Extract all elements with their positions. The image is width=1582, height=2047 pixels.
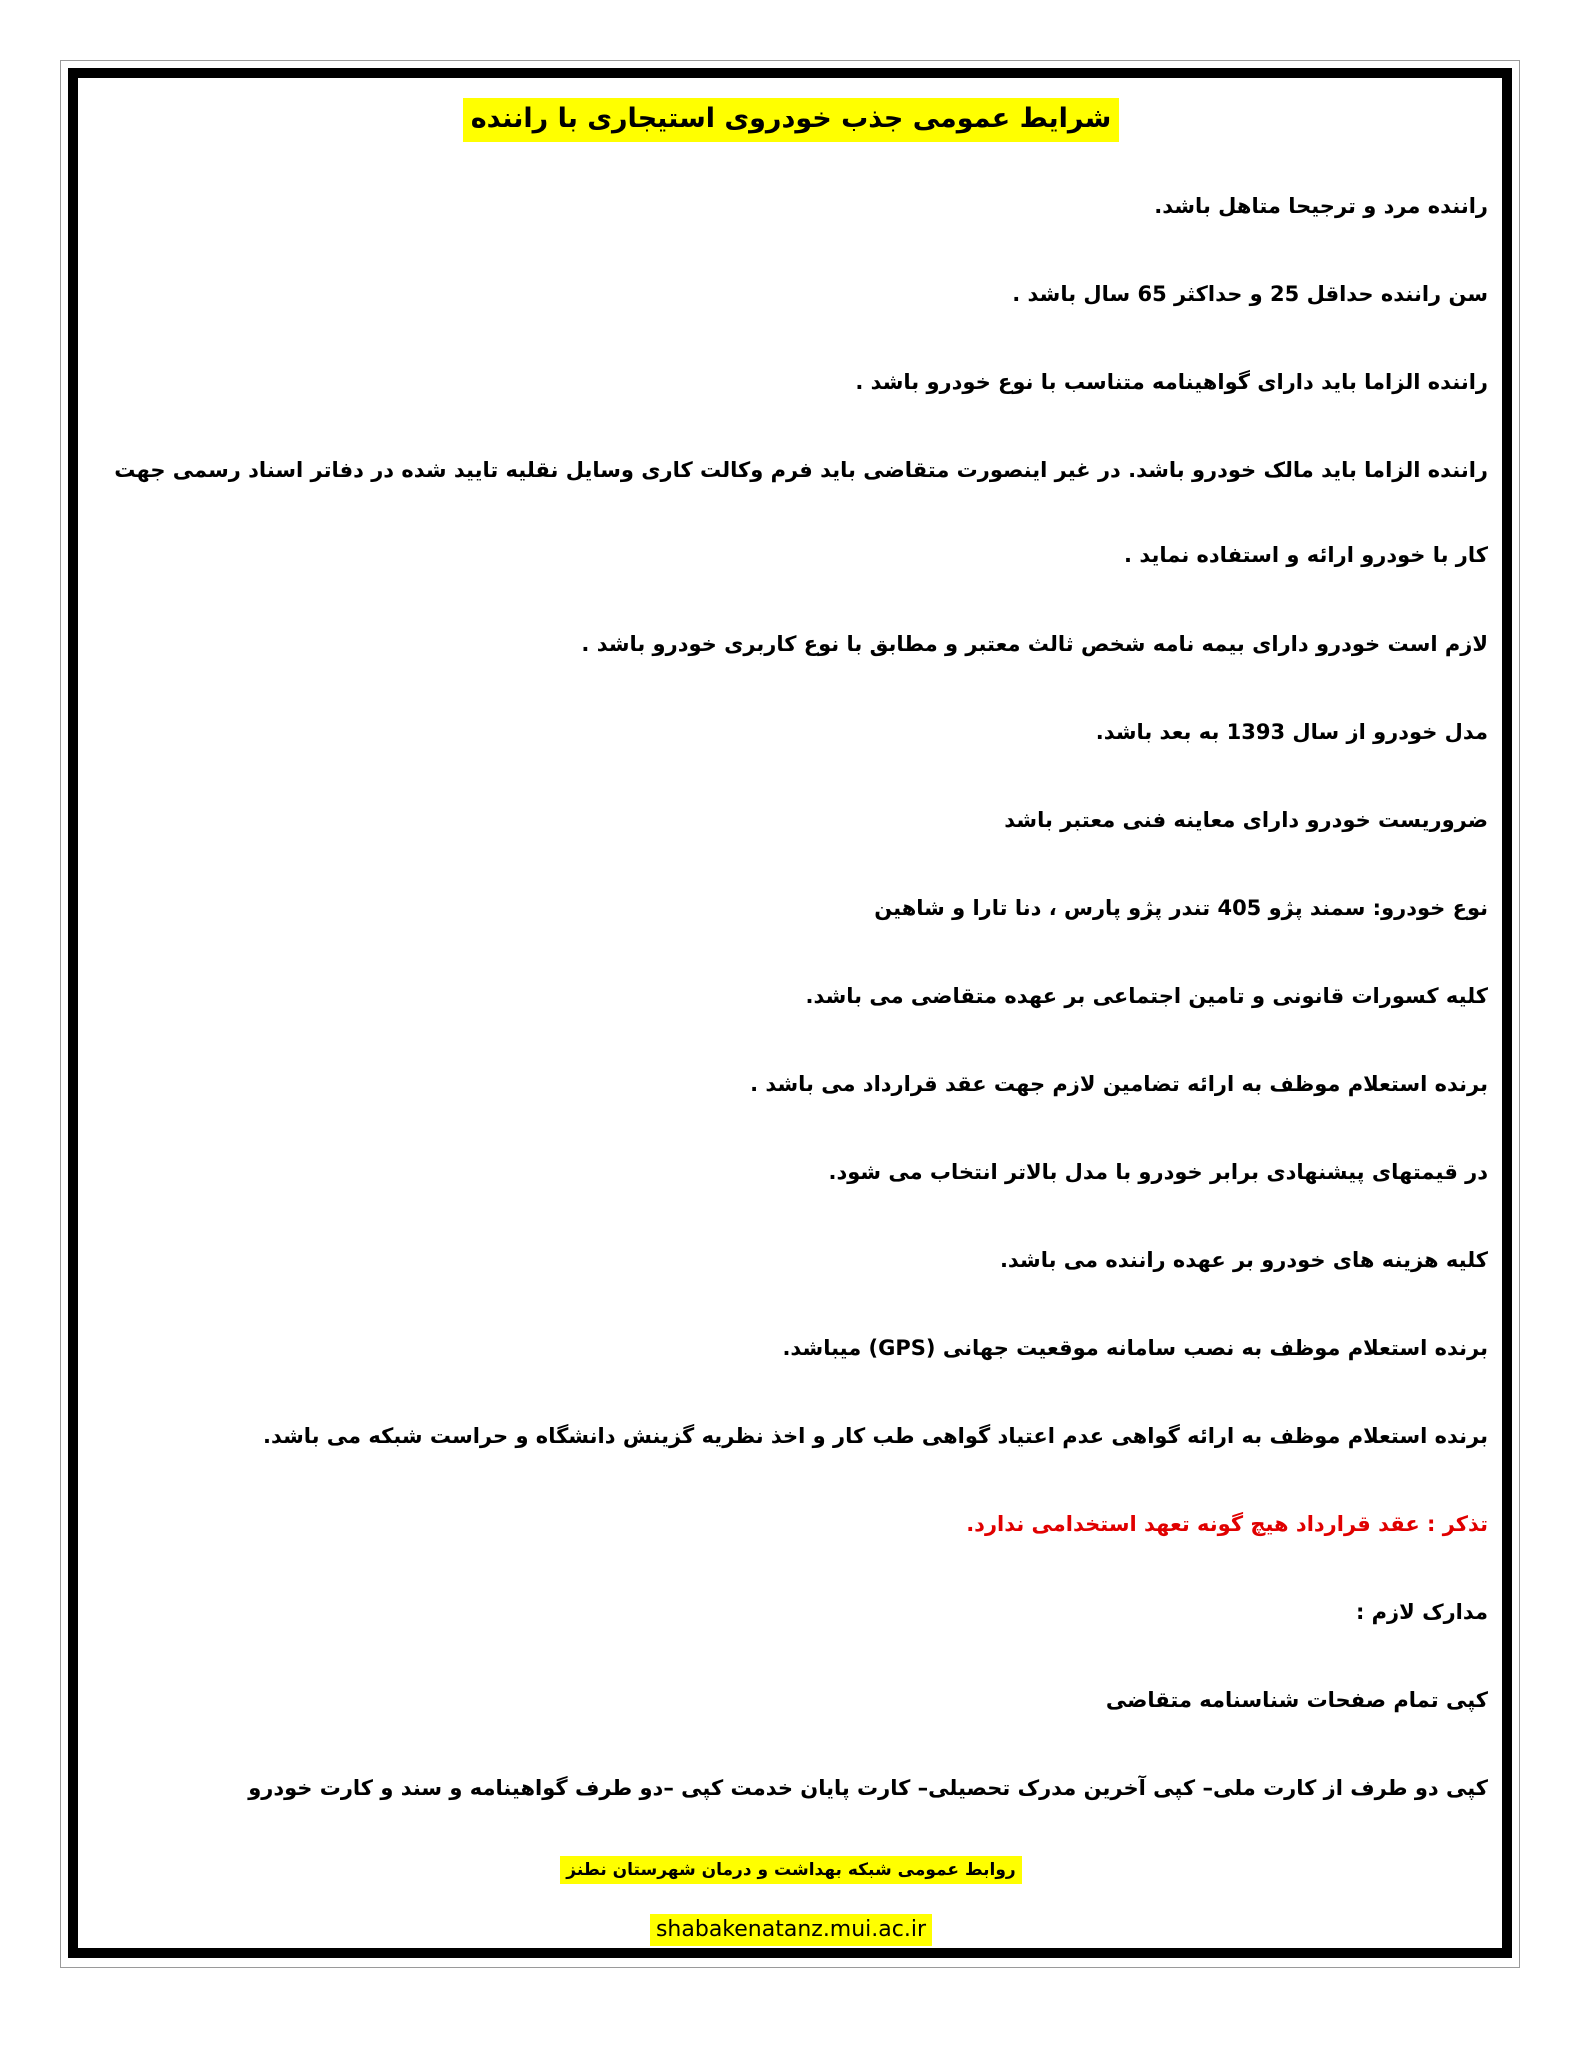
documents-heading: مدارک لازم : <box>1355 1600 1488 1624</box>
condition-item: کلیه کسورات قانونی و تامین اجتماعی بر عهده متقاضی می باشد. <box>805 984 1488 1008</box>
condition-item: ضروریست خودرو دارای معاینه فنی معتبر باشد <box>1004 808 1488 832</box>
condition-item: برنده استعلام موظف به نصب سامانه موقعیت جهانی (GPS) میباشد. <box>782 1336 1488 1360</box>
footer-website-container <box>0 1914 1582 1946</box>
required-document-item: کپی دو طرف از کارت ملی– کپی آخرین مدرک تحصیلی– کارت پایان خدمت کپی –دو طرف گواهینامه و سند و کارت خودرو <box>248 1776 1488 1800</box>
condition-item: برنده استعلام موظف به ارائه تضامین لازم جهت عقد قرارداد می باشد . <box>750 1072 1488 1096</box>
notice-text: تذکر : عقد قرارداد هیچ گونه تعهد استخدامی ندارد. <box>966 1512 1488 1536</box>
condition-item: لازم است خودرو دارای بیمه نامه شخص ثالث معتبر و مطابق با نوع کاربری خودرو باشد . <box>581 632 1488 656</box>
condition-item: نوع خودرو: سمند پژو 405 تندر پژو پارس ، دنا تارا و شاهین <box>874 896 1488 920</box>
condition-item: در قیمتهای پیشنهادی برابر خودرو با مدل بالاتر انتخاب می شود. <box>828 1160 1488 1184</box>
document-body <box>110 190 1488 1860</box>
condition-item: مدل خودرو از سال 1393 به بعد باشد. <box>1095 720 1488 744</box>
condition-item: راننده الزاما باید مالک خودرو باشد. در غیر اینصورت متقاضی باید فرم وکالت کاری وسایل نقلیه تایید شده در دفاتر اسناد رسمی جهت کار با خودرو ارائه و استفاده نماید . <box>114 458 1488 567</box>
document-title: شرایط عمومی جذب خودروی استیجاری با راننده <box>463 98 1120 142</box>
condition-item: سن راننده حداقل 25 و حداکثر 65 سال باشد . <box>1012 282 1488 306</box>
condition-item: کلیه هزینه های خودرو بر عهده راننده می باشد. <box>999 1248 1488 1272</box>
condition-item: راننده مرد و ترجیحا متاهل باشد. <box>1154 194 1488 218</box>
footer-website-link[interactable]: shabakenatanz.mui.ac.ir <box>650 1914 932 1946</box>
footer-organization-container <box>0 1856 1582 1884</box>
footer-organization: روابط عمومی شبکه بهداشت و درمان شهرستان نطنز <box>560 1856 1021 1884</box>
condition-item: برنده استعلام موظف به ارائه گواهی عدم اعتیاد گواهی طب کار و اخذ نظریه گزینش دانشگاه و حراست شبکه می باشد. <box>262 1424 1488 1448</box>
required-document-item: کپی تمام صفحات شناسنامه متقاضی <box>1105 1688 1488 1712</box>
title-container <box>0 98 1582 142</box>
condition-item: راننده الزاما باید دارای گواهینامه متناسب با نوع خودرو باشد . <box>855 370 1488 394</box>
